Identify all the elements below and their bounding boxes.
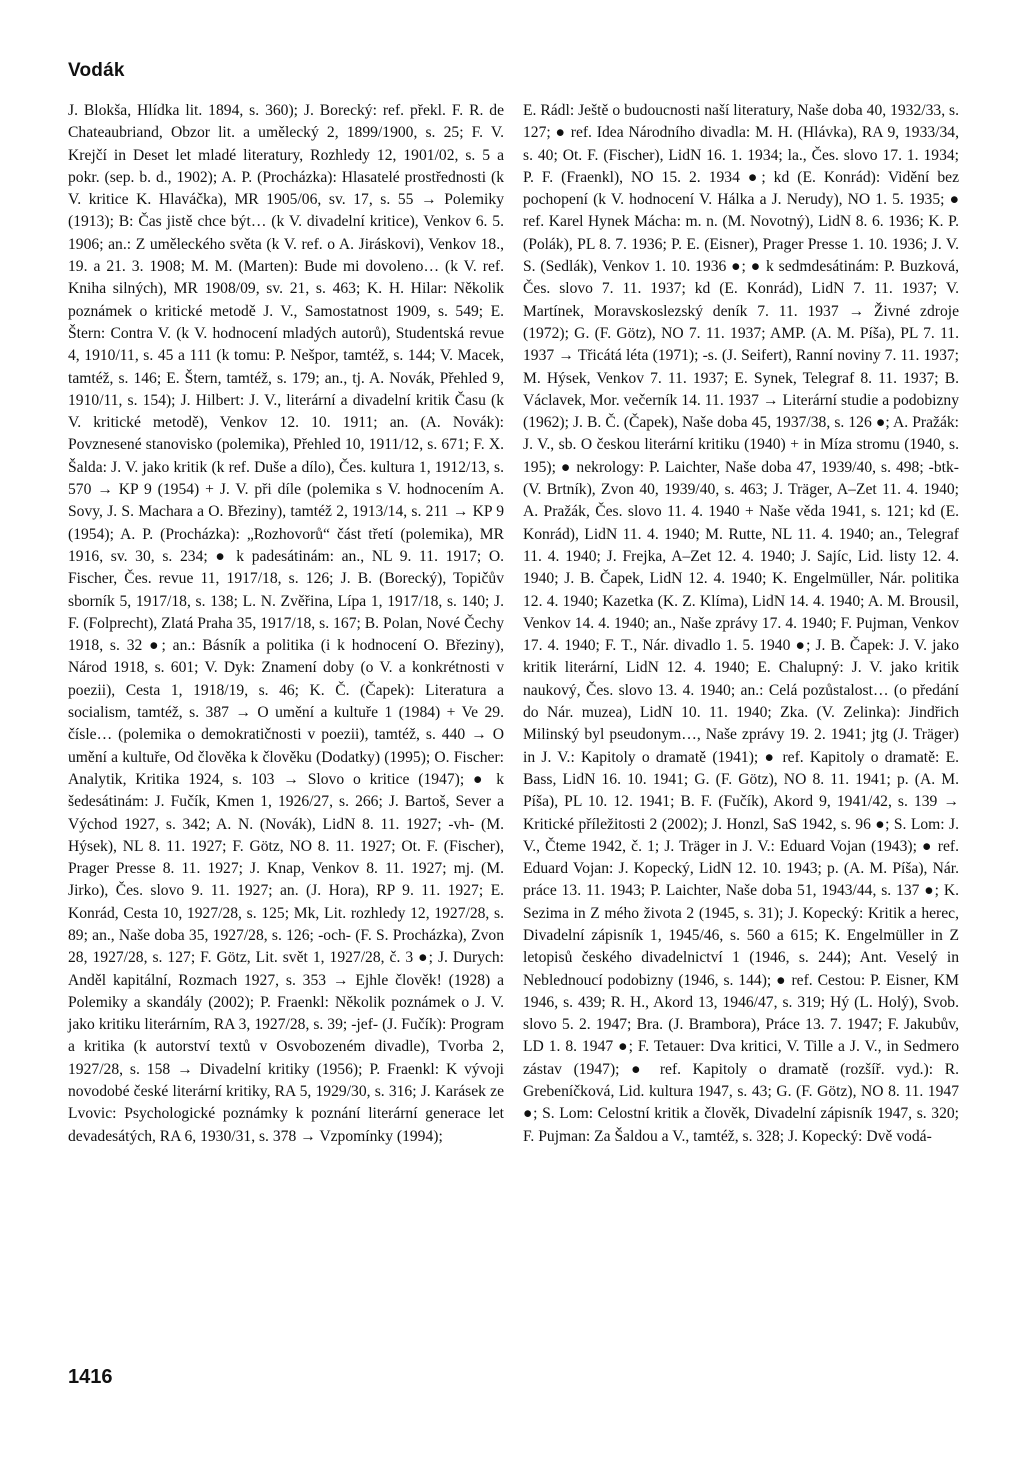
page-number: 1416	[68, 1366, 113, 1388]
running-head: Vodák	[68, 60, 125, 81]
right-column	[523, 100, 959, 1148]
bibliography-text-right: E. Rádl: Ještě o budoucnosti naší literatury, Naše doba 40, 1932/33, s. 127; ● ref. Idea Národního divadla: M. H. (Hlávka), RA 9, 1933/34, s. 40; Ot. F. (Fischer), LidN 16. 1. 1934; la., Čes. slovo 17. 1. 1934; P. F. (Fraenkl), NO 15. 2. 1934 ●; kd (E. Konrád): Vidění bez pochopení (k V. hodnocení V. Hálka a J. Nerudy), NO 1. 5. 1935; ● ref. Karel Hynek Mácha: m. n. (M. Novotný), LidN 8. 6. 1936; K. P. (Polák), PL 8. 7. 1936; P. E. (Eisner), Prager Presse 1. 10. 1936; J. V. S. (Sedlák), Venkov 1. 10. 1936 ●; ● k sedmdesátinám: P. Buzková, Čes. slovo 7. 11. 1937; kd (E. Konrád), LidN 7. 11. 1937; V. Martínek, Moravskoslezský deník 7. 11. 1937 → Živné zdroje (1972); G. (F. Götz), NO 7. 11. 1937; AMP. (A. M. Píša), PL 7. 11. 1937 → Třicátá léta (1971); -s. (J. Seifert), Ranní noviny 7. 11. 1937; M. Hýsek, Venkov 7. 11. 1937; E. Synek, Telegraf 8. 11. 1937; B. Václavek, Mor. večerník 14. 11. 1937 → Literární studie a podobizny (1962); J. B. Č. (Čapek), Naše doba 45, 1937/38, s. 126 ●; A. Pražák: J. V., sb. O českou literární kritiku (1940) + in Míza stromu (1940, s. 195); ● nekrology: P. Laichter, Naše doba 47, 1939/40, s. 498; -btk- (V. Brtník), Zvon 40, 1939/40, s. 463; J. Träger, A–Zet 11. 4. 1940; A. Pražák, Čes. slovo 11. 4. 1940 + Naše věda 1941, s. 121; kd (E. Konrád), LidN 11. 4. 1940; M. Rutte, NL 11. 4. 1940; an., Telegraf 11. 4. 1940; J. Frejka, A–Zet 12. 4. 1940; J. Sajíc, Lid. listy 12. 4. 1940; J. B. Čapek, LidN 12. 4. 1940; K. Engelmüller, Nár. politika 12. 4. 1940; Kazetka (K. Z. Klíma), LidN 14. 4. 1940; A. M. Brousil, Venkov 14. 4. 1940; an., Naše zprávy 17. 4. 1940; F. Pujman, Venkov 17. 4. 1940; F. T., Nár. divadlo 1. 5. 1940 ●; J. B. Čapek: J. V. jako kritik literární, LidN 12. 4. 1940; E. Chalupný: J. V. jako kritik naukový, Čes. slovo 13. 4. 1940; an.: Celá pozůstalost… (o předání do Nár. muzea), LidN 10. 11. 1940; Zka. (V. Zelinka): Jindřich Milinský byl pseudonym…, Naše zprávy 19. 2. 1941; jtg (J. Träger) in J. V.: Kapitoly o dramatě (1941); ● ref. Kapitoly o dramatě: E. Bass, LidN 16. 10. 1941; G. (F. Götz), NO 8. 11. 1941; p. (A. M. Píša), PL 10. 12. 1941; B. F. (Fučík), Akord 9, 1941/42, s. 139 → Kritické příležitosti 2 (2002); J. Honzl, SaS 1942, s. 96 ●; S. Lom: J. V., Čteme 1942, č. 1; J. Träger in J. V.: Eduard Vojan (1943); ● ref. Eduard Vojan: J. Kopecký, LidN 12. 10. 1943; p. (A. M. Píša), Nár. práce 13. 11. 1943; P. Laichter, Naše doba 51, 1943/44, s. 137 ●; K. Sezima in Z mého života 2 (1945, s. 31); J. Kopecký: Kritik a herec, Divadelní zápisník 1, 1945/46, s. 560 a 615; K. Engelmüller in Z letopisů českého divadelnictví 1 (1946, s. 244); Ant. Veselý in Neblednoucí podobizny (1946, s. 144); ● ref. Cestou: P. Eisner, KM 1946, s. 439; R. H., Akord 13, 1946/47, s. 319; Hý (L. Holý), Svob. slovo 5. 2. 1947; Bra. (J. Brambora), Práce 13. 7. 1947; F. Jakubův, LD 1. 8. 1947 ●; F. Tetauer: Dva kritici, V. Tille a J. V., in Sedmero zástav (1947); ● ref. Kapitoly o dramatě (rozšíř. vyd.): R. Grebeníčková, Lid. kultura 1947, s. 43; G. (F. Götz), NO 8. 11. 1947 ●; S. Lom: Celostní kritik a člověk, Divadelní zápisník 1947, s. 320; F. Pujman: Za Šaldou a V., tamtéž, s. 328; J. Kopecký: Dvě vodá-	[523, 102, 959, 1145]
bibliography-text-left: J. Blokša, Hlídka lit. 1894, s. 360); J. Borecký: ref. překl. F. R. de Chateaubriand, Obzor lit. a umělecký 2, 1899/1900, s. 25; F. V. Krejčí in Deset let mladé literatury, Rozhledy 12, 1901/02, s. 5 a pokr. (sep. b. d., 1902); A. P. (Procházka): Hlasatelé prostřednosti (k V. kritice K. Hlaváčka), MR 1905/06, sv. 17, s. 55 → Polemiky (1913); B: Čas jistě chce být… (k V. divadelní kritice), Venkov 6. 5. 1906; an.: Z uměleckého světa (k V. ref. o A. Jiráskovi), Venkov 18., 19. a 21. 3. 1908; M. M. (Marten): Bude mi dovoleno… (k V. ref. Kniha silných), MR 1908/09, sv. 21, s. 463; K. H. Hilar: Několik poznámek o kritické metodě J. V., Samostatnost 1909, s. 549; E. Štern: Contra V. (k V. hodnocení mladých autorů), Studentská revue 4, 1910/11, s. 45 a 111 (k tomu: P. Nešpor, tamtéž, s. 144; V. Macek, tamtéž, s. 146; E. Štern, tamtéž, s. 179; an., tj. A. Novák, Přehled 9, 1910/11, s. 154); J. Hilbert: J. V., literární a divadelní kritik Času (k V. kritické metodě), Venkov 12. 10. 1911; an. (A. Novák): Povznesené stanovisko (polemika), Přehled 10, 1911/12, s. 671; F. X. Šalda: J. V. jako kritik (k ref. Duše a dílo), Čes. kultura 1, 1912/13, s. 570 → KP 9 (1954) + J. V. při díle (polemika s V. hodnocením A. Sovy, J. S. Machara a O. Březiny), tamtéž 2, 1913/14, s. 211 → KP 9 (1954); A. P. (Procházka): „Rozhovorů“ část třetí (polemika), MR 1916, sv. 30, s. 234; ● k padesátinám: an., NL 9. 11. 1917; O. Fischer, Čes. revue 11, 1917/18, s. 126; J. B. (Borecký), Topičův sborník 5, 1917/18, s. 138; L. N. Zvěřina, Lípa 1, 1917/18, s. 140; J. F. (Folprecht), Zlatá Praha 35, 1917/18, s. 167; B. Polan, Nové Čechy 1918, s. 32 ●; an.: Básník a politika (i k hodnocení O. Březiny), Národ 1918, s. 601; V. Dyk: Znamení doby (o V. a konkrétnosti v poezii), Cesta 1, 1918/19, s. 46; K. Č. (Čapek): Literatura a socialism, tamtéž, s. 387 → O umění a kultuře 1 (1984) + Ve 29. čísle… (polemika o demokratičnosti v poezii), tamtéž, s. 440 → O umění a kultuře, Od člověka k člověku (Dodatky) (1995); O. Fischer: Analytik, Kritika 1924, s. 103 → Slovo o kritice (1947); ● k šedesátinám: J. Fučík, Kmen 1, 1926/27, s. 266; J. Bartoš, Sever a Východ 1927, s. 342; A. N. (Novák), LidN 8. 11. 1927; -vh- (M. Hýsek), NL 8. 11. 1927; F. Götz, NO 8. 11. 1927; Ot. F. (Fischer), Prager Presse 8. 11. 1927; J. Knap, Venkov 8. 11. 1927; mj. (M. Jirko), Čes. slovo 9. 11. 1927; an. (J. Hora), RP 9. 11. 1927; E. Konrád, Cesta 10, 1927/28, s. 125; Mk, Lit. rozhledy 12, 1927/28, s. 89; an., Naše doba 35, 1927/28, s. 126; -och- (F. S. Procházka), Zvon 28, 1927/28, s. 127; F. Götz, Lit. svět 1, 1927/28, č. 3 ●; J. Durych: Anděl kapitální, Rozmach 1927, s. 353 → Ejhle člověk! (1928) a Polemiky a skandály (2002); P. Fraenkl: Několik poznámek o J. V. jako kritiku literárním, RA 3, 1927/28, s. 39; -jef- (J. Fučík): Program a kritika (k autorství textů v Osvobozeném divadle), Tvorba 2, 1927/28, s. 158 → Divadelní kritiky (1956); P. Fraenkl: K vývoji novodobé české literární kritiky, RA 5, 1929/30, s. 316; J. Karásek ze Lvovic: Psychologické poznámky k poznání literární generace let devadesátých, RA 6, 1930/31, s. 378 → Vzpomínky (1994);	[68, 102, 504, 1145]
left-column	[68, 100, 504, 1148]
